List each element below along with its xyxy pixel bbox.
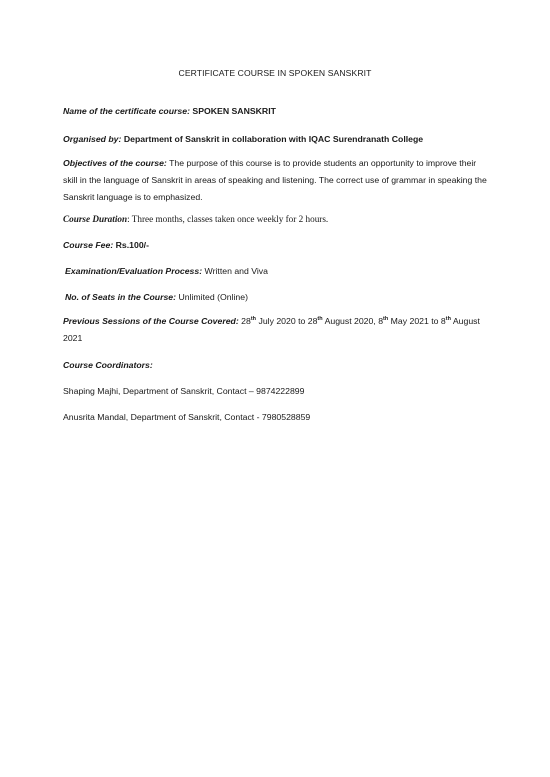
session-2-month: August 2020, — [324, 316, 376, 326]
objectives-label: Objectives of the course: — [63, 158, 167, 168]
course-name-value: SPOKEN SANSKRIT — [192, 106, 276, 116]
coordinators-heading — [63, 357, 493, 374]
session-2-day: 28 — [307, 316, 318, 326]
session-4-month: August — [452, 316, 480, 326]
seats-line — [65, 289, 495, 306]
coordinator-item: Anusrita Mandal, Department of Sanskrit, Contact - 7980528859 — [63, 412, 311, 422]
previous-sessions-label: Previous Sessions of the Course Covered — [63, 316, 236, 326]
session-1-month: July 2020 to — [258, 316, 306, 326]
examination-line — [65, 263, 495, 280]
session-4-day: 8 — [440, 316, 446, 326]
organised-by-label: Organised by: — [63, 134, 122, 144]
fee-line — [63, 237, 493, 254]
session-1-day: 28 — [241, 316, 251, 326]
seats-value: Unlimited (Online) — [178, 292, 248, 302]
duration-value: : Three months, classes taken once weekly for 2 hours. — [127, 214, 329, 224]
session-2-sup: th — [317, 316, 323, 323]
objectives-value: The purpose of this course is to provide students an opportunity to improve their skill in the language of Sanskrit in areas of speaking and listening. The correct use of grammar in speaking the Sanskrit language is to emphasized. — [63, 158, 487, 202]
session-1-sup: th — [250, 316, 257, 323]
fee-value: Rs.100/- — [115, 240, 149, 250]
organised-by-value: Department of Sanskrit in collaboration with IQAC Surendranath College — [123, 134, 424, 144]
previous-sessions-colon: : — [235, 316, 239, 326]
organised-by-line — [63, 131, 493, 148]
coordinator-item: Shaping Majhi, Department of Sanskrit, Contact – 9874222899 — [63, 386, 305, 396]
duration-line — [63, 211, 493, 228]
coordinators-label: Course Coordinators: — [63, 360, 153, 370]
session-4-year: 2021 — [63, 333, 83, 343]
fee-label: Course Fee: — [63, 240, 114, 250]
objectives-paragraph — [63, 155, 491, 206]
session-3-day: 8 — [378, 316, 384, 326]
course-name-label: Name of the certificate course: — [63, 106, 190, 116]
duration-label: Course Duration — [63, 214, 128, 224]
previous-sessions-paragraph — [63, 313, 491, 347]
page-title: CERTIFICATE COURSE IN SPOKEN SANSKRIT — [178, 68, 372, 78]
session-3-month: May 2021 to — [390, 316, 439, 326]
examination-value: Written and Viva — [204, 266, 268, 276]
examination-label: Examination/Evaluation Process: — [65, 266, 203, 276]
course-name-line — [63, 103, 493, 120]
session-3-sup: th — [383, 316, 389, 323]
seats-label: No. of Seats in the Course: — [65, 292, 177, 302]
session-4-sup: th — [445, 316, 451, 323]
